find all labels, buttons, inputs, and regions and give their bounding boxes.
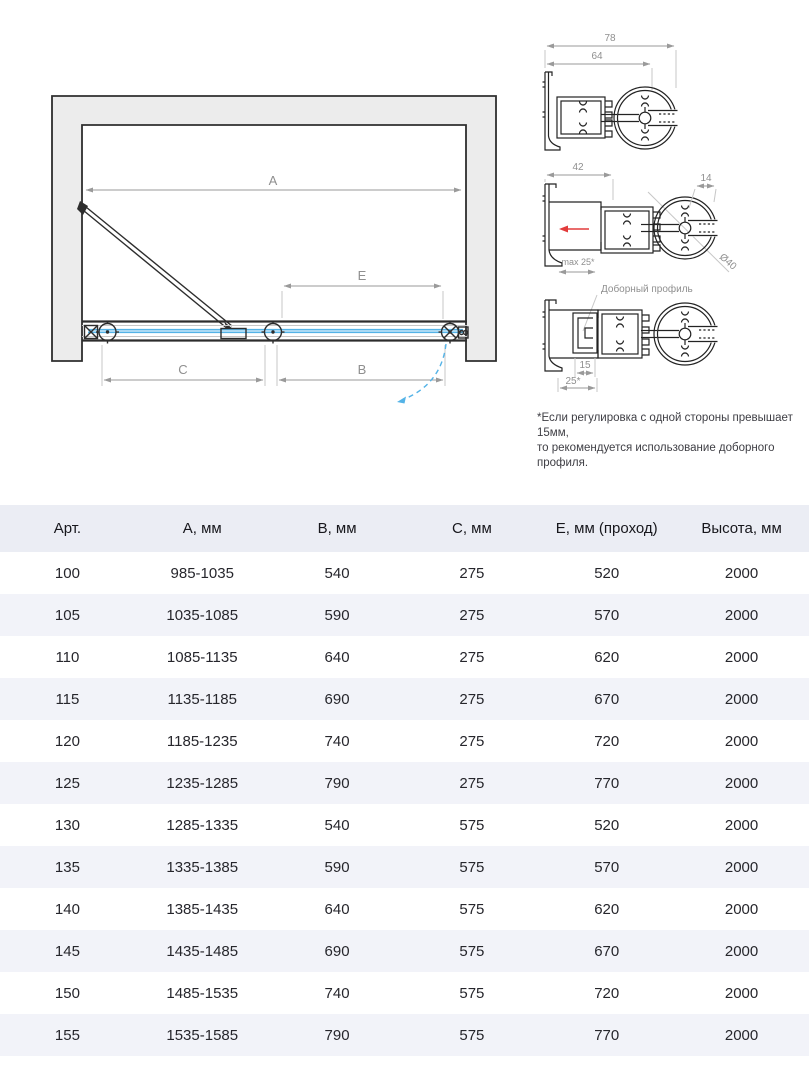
dim-label-max25: max 25* (561, 257, 595, 267)
table-cell: 2000 (674, 678, 809, 720)
table-cell: 620 (594, 900, 620, 918)
dim-label-64: 64 (591, 51, 603, 62)
table-cell: 155 (0, 1014, 135, 1056)
table-cell: 1185-1235 (166, 732, 238, 750)
table-row (0, 636, 809, 678)
table-cell: 2000 (724, 816, 759, 834)
table-row (0, 804, 809, 846)
table-cell: 1535-1585 (135, 1014, 270, 1056)
dim-label-a: A (268, 173, 278, 188)
table-cell: 575 (459, 816, 485, 834)
footnote-line1: *Если регулировка с одной стороны превышает 15мм, (537, 412, 793, 439)
table-cell: 105 (0, 594, 135, 636)
table-row (0, 1014, 809, 1056)
dim-label-dia40: Ø40 (716, 251, 739, 273)
table-cell: 985-1035 (170, 564, 234, 582)
table-cell: 125 (0, 762, 135, 804)
table-cell: 2000 (724, 564, 759, 582)
table-row (0, 846, 809, 888)
table-cell: 690 (270, 678, 405, 720)
profile-section-bottom (543, 283, 719, 392)
table-cell: 140 (54, 900, 80, 918)
table-cell: 115 (0, 678, 135, 720)
table-cell: 575 (459, 900, 485, 918)
spec-table-body (0, 552, 809, 1056)
table-cell: 1285-1335 (166, 816, 239, 834)
table-cell: 1335-1385 (135, 846, 270, 888)
table-cell: 570 (539, 594, 674, 636)
table-cell: 275 (459, 732, 485, 750)
table-cell: 620 (594, 648, 620, 666)
table-row (0, 930, 809, 972)
column-header: Высота, мм (674, 505, 809, 552)
table-cell: 2000 (674, 762, 809, 804)
table-cell: 275 (459, 648, 485, 666)
dim-label-e: E (357, 268, 367, 283)
table-cell: 2000 (674, 594, 809, 636)
table-cell: 570 (539, 846, 674, 888)
table-cell: 720 (594, 984, 620, 1002)
table-cell: 275 (404, 594, 539, 636)
table-cell: 275 (404, 678, 539, 720)
table-cell: 110 (55, 648, 80, 666)
table-cell: 740 (324, 984, 350, 1002)
table-cell: 275 (404, 762, 539, 804)
table-cell: 135 (0, 846, 135, 888)
column-header: С, мм (404, 505, 539, 552)
table-row (0, 552, 809, 594)
table-cell: 575 (404, 930, 539, 972)
table-cell: 770 (539, 762, 674, 804)
spec-table-header-row (0, 505, 809, 552)
technical-drawing (0, 0, 809, 470)
table-row (0, 972, 809, 1014)
table-cell: 575 (404, 846, 539, 888)
table-cell: 575 (459, 984, 485, 1002)
dim-label-42: 42 (572, 162, 584, 173)
table-cell: 130 (54, 816, 80, 834)
filler-profile (573, 313, 597, 353)
filler-profile-label: Доборный профиль (601, 284, 693, 295)
table-cell: 790 (270, 762, 405, 804)
table-cell: 2000 (674, 1014, 809, 1056)
table-row (0, 678, 809, 720)
dim-label-14: 14 (700, 173, 712, 184)
table-cell: 520 (594, 564, 620, 582)
roller-profile-section (641, 303, 718, 365)
table-cell: 1235-1285 (135, 762, 270, 804)
table-cell: 590 (270, 846, 405, 888)
column-header: А, мм (135, 505, 270, 552)
table-cell: 540 (324, 816, 350, 834)
table-cell: 100 (54, 564, 80, 582)
table-cell: 1485-1535 (166, 984, 239, 1002)
table-cell: 2000 (724, 900, 759, 918)
wall-profile (543, 184, 563, 266)
table-cell: 275 (459, 564, 485, 582)
profile-section-top (543, 33, 679, 150)
table-cell: 1085-1135 (166, 648, 238, 666)
table-cell: 790 (270, 1014, 405, 1056)
profile-section-middle (543, 162, 739, 273)
support-bar (77, 201, 233, 330)
footnote-line2: то рекомендуется использование доборного профиля. (537, 442, 775, 469)
table-cell: 1435-1485 (135, 930, 270, 972)
dim-label-78: 78 (604, 33, 616, 44)
table-cell: 120 (54, 732, 80, 750)
table-cell: 575 (404, 1014, 539, 1056)
plan-view (52, 96, 496, 404)
table-row (0, 888, 809, 930)
column-header: Арт. (0, 505, 135, 552)
table-row (0, 762, 809, 804)
table-cell: 540 (324, 564, 350, 582)
table-cell: 720 (594, 732, 620, 750)
dim-label-15: 15 (579, 360, 591, 371)
dim-label-25: 25* (565, 376, 581, 387)
table-cell: 145 (0, 930, 135, 972)
table-cell: 590 (270, 594, 405, 636)
column-header: Е, мм (проход) (539, 505, 674, 552)
wall-profile (543, 300, 563, 371)
dim-label-c: C (178, 362, 188, 377)
table-cell: 670 (539, 930, 674, 972)
table-cell: 520 (594, 816, 620, 834)
column-header: В, мм (270, 505, 405, 552)
footnote (537, 411, 809, 471)
table-cell: 640 (324, 648, 350, 666)
table-cell: 2000 (724, 984, 759, 1002)
table-cell: 640 (324, 900, 350, 918)
table-cell: 1385-1435 (166, 900, 239, 918)
table-cell: 2000 (674, 846, 809, 888)
table-cell: 2000 (724, 732, 759, 750)
spec-table (0, 505, 809, 1056)
table-row (0, 720, 809, 762)
adjust-arrow (559, 226, 589, 233)
table-cell: 770 (539, 1014, 674, 1056)
table-cell: 690 (270, 930, 405, 972)
table-cell: 740 (324, 732, 350, 750)
dim-label-b: B (357, 362, 367, 377)
table-row (0, 594, 809, 636)
table-cell: 670 (539, 678, 674, 720)
table-cell: 150 (54, 984, 80, 1002)
table-cell: 1135-1185 (135, 678, 270, 720)
table-cell: 2000 (724, 648, 759, 666)
slide-direction-arrow (397, 344, 446, 404)
table-cell: 1035-1085 (135, 594, 270, 636)
table-cell: 2000 (674, 930, 809, 972)
